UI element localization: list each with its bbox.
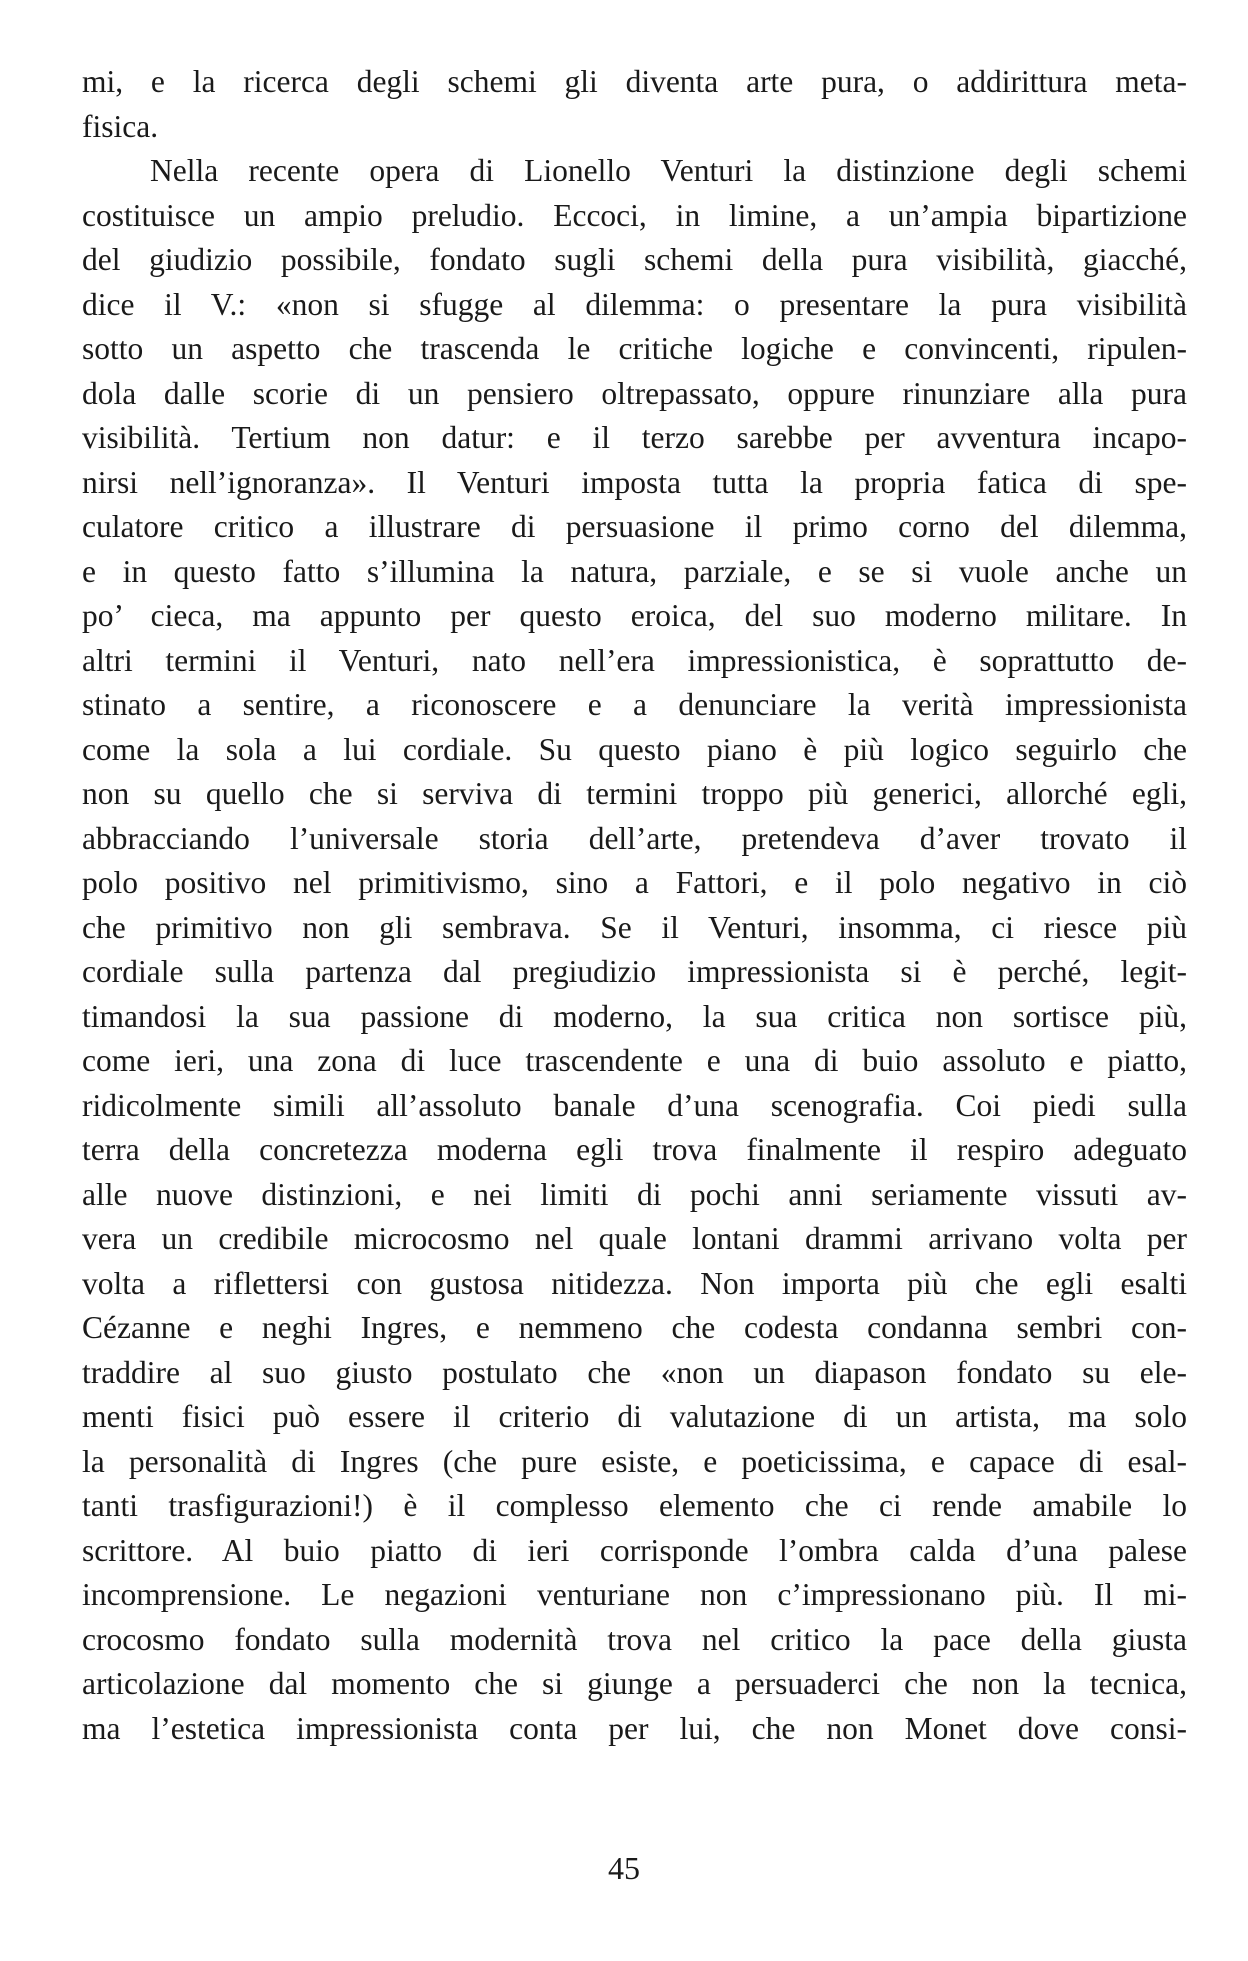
text-line: del giudizio possibile, fondato sugli schemi della pura visibilità, giacché, bbox=[82, 242, 1187, 277]
text-line: culatore critico a illustrare di persuasione il primo corno del dilemma, bbox=[82, 509, 1187, 544]
text-line: visibilità. Tertium non datur: e il terzo sarebbe per avventura incapo- bbox=[82, 420, 1187, 455]
text-line: dola dalle scorie di un pensiero oltrepassato, oppure rinunziare alla pura bbox=[82, 375, 1187, 411]
text-line: sotto un aspetto che trascenda le critiche logiche e convincenti, ripulen- bbox=[82, 331, 1187, 366]
text-line: ma l’estetica impressionista conta per lui, che non Monet dove consi- bbox=[82, 1710, 1187, 1746]
text-line: ridicolmente simili all’assoluto banale d’una scenografia. Coi piedi sulla bbox=[82, 1087, 1187, 1123]
text-line: mi, e la ricerca degli schemi gli diventa arte pura, o addirittura meta- bbox=[82, 64, 1187, 99]
text-line: nirsi nell’ignoranza». Il Venturi imposta tutta la propria fatica di spe- bbox=[82, 464, 1187, 500]
text-line: articolazione dal momento che si giunge a persuaderci che non la tecnica, bbox=[82, 1666, 1187, 1701]
page-number: 45 bbox=[608, 1850, 640, 1886]
text-line: Cézanne e neghi Ingres, e nemmeno che codesta condanna sembri con- bbox=[82, 1310, 1187, 1345]
text-line: volta a riflettersi con gustosa nitidezza. Non importa più che egli esalti bbox=[82, 1265, 1187, 1301]
text-line: po’ cieca, ma appunto per questo eroica, del suo moderno militare. In bbox=[82, 598, 1187, 633]
text-line: incomprensione. Le negazioni venturiane non c’impressionano più. Il mi- bbox=[82, 1577, 1187, 1612]
text-line: polo positivo nel primitivismo, sino a Fattori, e il polo negativo in ciò bbox=[82, 865, 1187, 900]
text-line: vera un credibile microcosmo nel quale lontani drammi arrivano volta per bbox=[82, 1221, 1187, 1256]
text-line: abbracciando l’universale storia dell’arte, pretendeva d’aver trovato il bbox=[82, 820, 1187, 856]
text-line: la personalità di Ingres (che pure esiste, e poeticissima, e capace di esal- bbox=[82, 1443, 1187, 1479]
text-line: fisica. bbox=[82, 108, 159, 144]
text-line: menti fisici può essere il criterio di valutazione di un artista, ma solo bbox=[82, 1399, 1187, 1434]
text-line: non su quello che si serviva di termini troppo più generici, allorché egli, bbox=[82, 776, 1187, 811]
text-line: come ieri, una zona di luce trascendente e una di buio assoluto e piatto, bbox=[82, 1043, 1187, 1078]
text-line: alle nuove distinzioni, e nei limiti di pochi anni seriamente vissuti av- bbox=[82, 1176, 1187, 1212]
text-line: stinato a sentire, a riconoscere e a denunciare la verità impressionista bbox=[82, 687, 1187, 722]
text-line: altri termini il Venturi, nato nell’era impressionistica, è soprattutto de- bbox=[82, 642, 1187, 678]
text-line: traddire al suo giusto postulato che «non un diapason fondato su ele- bbox=[82, 1354, 1187, 1390]
text-line: tanti trasfigurazioni!) è il complesso elemento che ci rende amabile lo bbox=[82, 1488, 1187, 1523]
text-line: cordiale sulla partenza dal pregiudizio impressionista si è perché, legit- bbox=[82, 954, 1187, 989]
text-line: e in questo fatto s’illumina la natura, parziale, e se si vuole anche un bbox=[82, 553, 1187, 589]
text-line: timandosi la sua passione di moderno, la sua critica non sortisce più, bbox=[82, 998, 1187, 1034]
text-line: dice il V.: «non si sfugge al dilemma: o presentare la pura visibilità bbox=[82, 286, 1187, 322]
text-line: terra della concretezza moderna egli trova finalmente il respiro adeguato bbox=[82, 1132, 1187, 1167]
text-line: scrittore. Al buio piatto di ieri corrisponde l’ombra calda d’una palese bbox=[82, 1532, 1187, 1568]
body-text bbox=[82, 60, 1187, 1751]
text-line: che primitivo non gli sembrava. Se il Venturi, insomma, ci riesce più bbox=[82, 909, 1187, 945]
text-line: come la sola a lui cordiale. Su questo piano è più logico seguirlo che bbox=[82, 731, 1187, 767]
text-line: costituisce un ampio preludio. Eccoci, in limine, a un’ampia bipartizione bbox=[82, 197, 1187, 233]
paragraph-first-line: Nella recente opera di Lionello Venturi la distinzione degli schemi bbox=[150, 153, 1187, 188]
text-line: crocosmo fondato sulla modernità trova nel critico la pace della giusta bbox=[82, 1621, 1187, 1657]
